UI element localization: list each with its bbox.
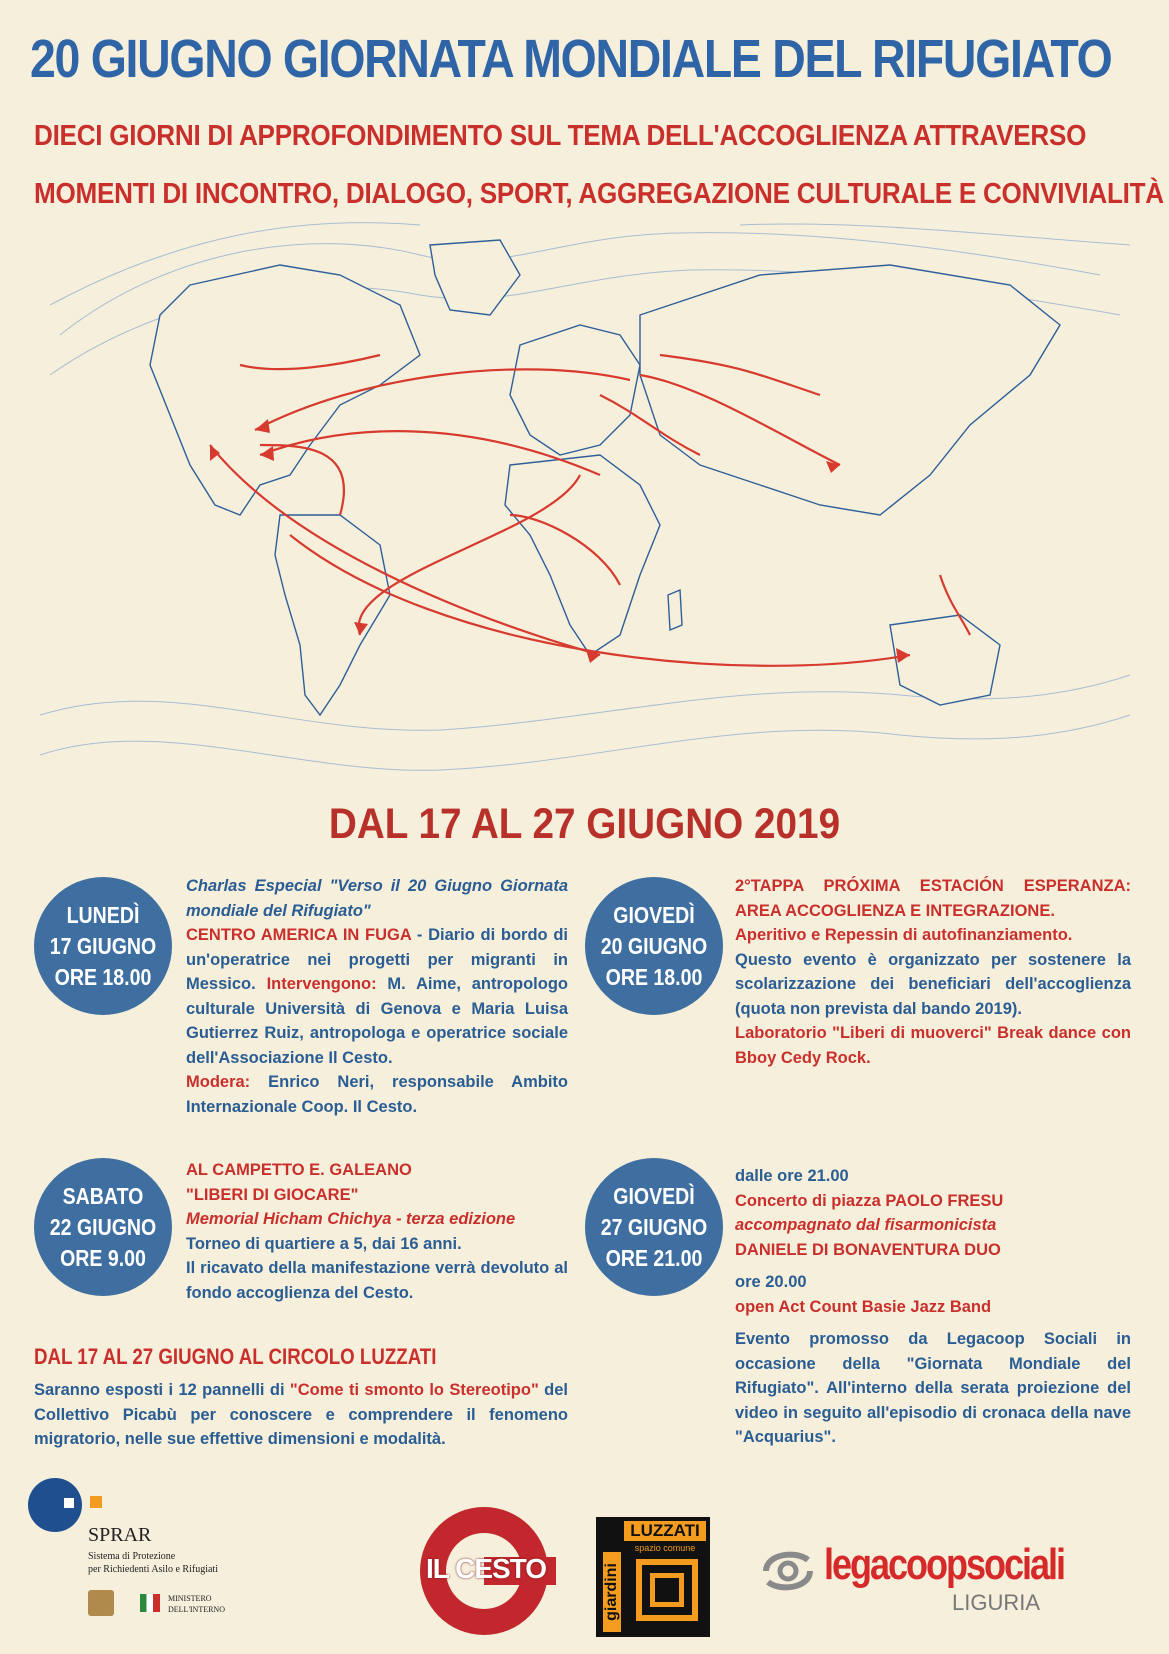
il-cesto-name: IL CESTO xyxy=(425,1553,547,1584)
event-title: "LIBERI DI GIOCARE" xyxy=(186,1185,359,1204)
event-text: - Diario di bordo di un'operatrice nei progetti per migranti in Messico. xyxy=(186,926,568,993)
event-date: 20 GIUGNO xyxy=(600,932,708,959)
italy-flag-icon xyxy=(140,1594,160,1612)
world-migration-map xyxy=(40,215,1130,790)
event-date: 22 GIUGNO xyxy=(49,1213,157,1240)
luzzati-description xyxy=(34,1378,568,1452)
event-text: Evento promosso da Legacoop Sociali in occasione della "Giornata Mondiale del Rifugiato". All'interno della serata proiezione del video in seguito all'episodio di cronaca della nave "Acquarius". xyxy=(735,1330,1131,1446)
event-date-badge-22 xyxy=(34,1158,172,1296)
subtitle-line-1: DIECI GIORNI DI APPROFONDIMENTO SUL TEMA DELL'ACCOGLIENZA ATTRAVERSO xyxy=(34,120,1087,152)
ministero-line-2: DELL'INTERNO xyxy=(168,1605,225,1614)
event-laboratorio: Laboratorio "Liberi di muoverci" Break dance con Bboy Cedy Rock. xyxy=(735,1024,1131,1067)
sprar-line-2: per Richiedenti Asilo e Rifugiati xyxy=(88,1564,218,1575)
legacoop-mark-icon xyxy=(756,1546,820,1596)
event-intro: Charlas Especial "Verso il 20 Giugno Giornata mondiale del Rifugiato" xyxy=(186,877,568,920)
speakers-text: M. Aime, antropologo culturale Università di Genova e Maria Luisa Gutierrez Ruiz, antropologa e operatrice sociale dell'Associazione Il Cesto. xyxy=(186,975,568,1067)
sprar-logo xyxy=(28,1478,258,1638)
moderator-label: Modera: xyxy=(186,1073,251,1091)
ministero-line-1: MINISTERO xyxy=(168,1594,212,1603)
giardini-luzzati-logo xyxy=(596,1517,710,1637)
legacoop-region: LIGURIA xyxy=(952,1590,1041,1615)
subtitle-line-2: MOMENTI DI INCONTRO, DIALOGO, SPORT, AGGREGAZIONE CULTURALE E CONVIVIALITÀ xyxy=(34,178,1164,210)
event-accompaniment: accompagnato dal fisarmonicista xyxy=(735,1216,997,1234)
sprar-line-1: Sistema di Protezione xyxy=(88,1551,176,1562)
speakers-label: Intervengono: xyxy=(266,975,377,993)
event-text: Questo evento è organizzato per sostenere la scolarizzazione dei beneficiari dell'accoglienza (quota non prevista dal bando 2019). xyxy=(735,950,1131,1018)
luzzati-logo-side: giardini xyxy=(603,1552,621,1632)
event-duo: DANIELE DI BONAVENTURA DUO xyxy=(735,1240,1001,1259)
event-text: Il ricavato della manifestazione verrà devoluto al fondo accoglienza del Cesto. xyxy=(186,1259,568,1302)
event-description-22 xyxy=(186,1158,568,1305)
luzzati-exhibit-title: "Come ti smonto lo Stereotipo" xyxy=(289,1381,539,1399)
event-opening-time: ore 20.00 xyxy=(735,1273,807,1291)
luzzati-text-2: del Collettivo Picabù per conoscere e comprendere il fenomeno migratorio, nelle sue effettive dimensioni e modalità. xyxy=(34,1381,568,1448)
sprar-square-icon xyxy=(90,1496,102,1508)
moderator-text: Enrico Neri, responsabile Ambito Internazionale Coop. Il Cesto. xyxy=(186,1073,568,1116)
event-day: GIOVEDÌ xyxy=(613,901,695,928)
event-day: LUNEDÌ xyxy=(66,901,140,928)
dates-banner: DAL 17 AL 27 GIUGNO 2019 xyxy=(328,800,841,848)
event-day: GIOVEDÌ xyxy=(613,1182,695,1209)
event-time: ORE 18.00 xyxy=(605,963,703,990)
event-concert: Concerto di piazza PAOLO FRESU xyxy=(735,1191,1004,1210)
event-memorial: Memorial Hicham Chichya - terza edizione xyxy=(186,1210,516,1228)
event-aperitivo: Aperitivo e Repessin di autofinanziamento. xyxy=(735,926,1073,944)
luzzati-title: DAL 17 AL 27 GIUGNO AL CIRCOLO LUZZATI xyxy=(34,1344,437,1369)
event-date-badge-17 xyxy=(34,877,172,1015)
legacoop-sociali-logo xyxy=(756,1540,1136,1620)
event-description-27 xyxy=(735,1164,1131,1450)
event-title: CENTRO AMERICA IN FUGA xyxy=(186,926,412,944)
page-title: 20 GIUGNO GIORNATA MONDIALE DEL RIFUGIATO xyxy=(30,29,1112,89)
event-date-badge-20 xyxy=(585,877,723,1015)
luzzati-logo-sub: spazio comune xyxy=(634,1543,696,1553)
event-time: ORE 18.00 xyxy=(54,963,152,990)
event-time: ORE 9.00 xyxy=(60,1244,146,1271)
legacoop-name: legacoopsociali xyxy=(824,1540,1064,1589)
sprar-dot-icon xyxy=(64,1498,74,1508)
event-description-17 xyxy=(186,874,568,1119)
il-cesto-logo xyxy=(412,1505,557,1638)
event-start-time: dalle ore 21.00 xyxy=(735,1167,849,1185)
event-title: 2°TAPPA PRÓXIMA ESTACIÓN ESPERANZA: AREA ACCOGLIENZA E INTEGRAZIONE. xyxy=(735,877,1131,920)
event-date: 27 GIUGNO xyxy=(600,1213,708,1240)
event-torneo: Torneo di quartiere a 5, dai 16 anni. xyxy=(186,1234,462,1253)
event-location: AL CAMPETTO E. GALEANO xyxy=(186,1161,412,1179)
event-description-20 xyxy=(735,874,1131,1070)
event-date: 17 GIUGNO xyxy=(49,932,157,959)
event-day: SABATO xyxy=(62,1182,144,1209)
event-time: ORE 21.00 xyxy=(605,1244,703,1271)
sprar-name: SPRAR xyxy=(88,1524,152,1546)
anci-logo-icon xyxy=(88,1590,114,1616)
event-date-badge-27 xyxy=(585,1158,723,1296)
luzzati-square-icon xyxy=(636,1559,698,1621)
event-opening-act: open Act Count Basie Jazz Band xyxy=(735,1297,992,1316)
luzzati-logo-top: LUZZATI xyxy=(624,1521,706,1541)
luzzati-text-1: Saranno esposti i 12 pannelli di xyxy=(34,1381,290,1399)
